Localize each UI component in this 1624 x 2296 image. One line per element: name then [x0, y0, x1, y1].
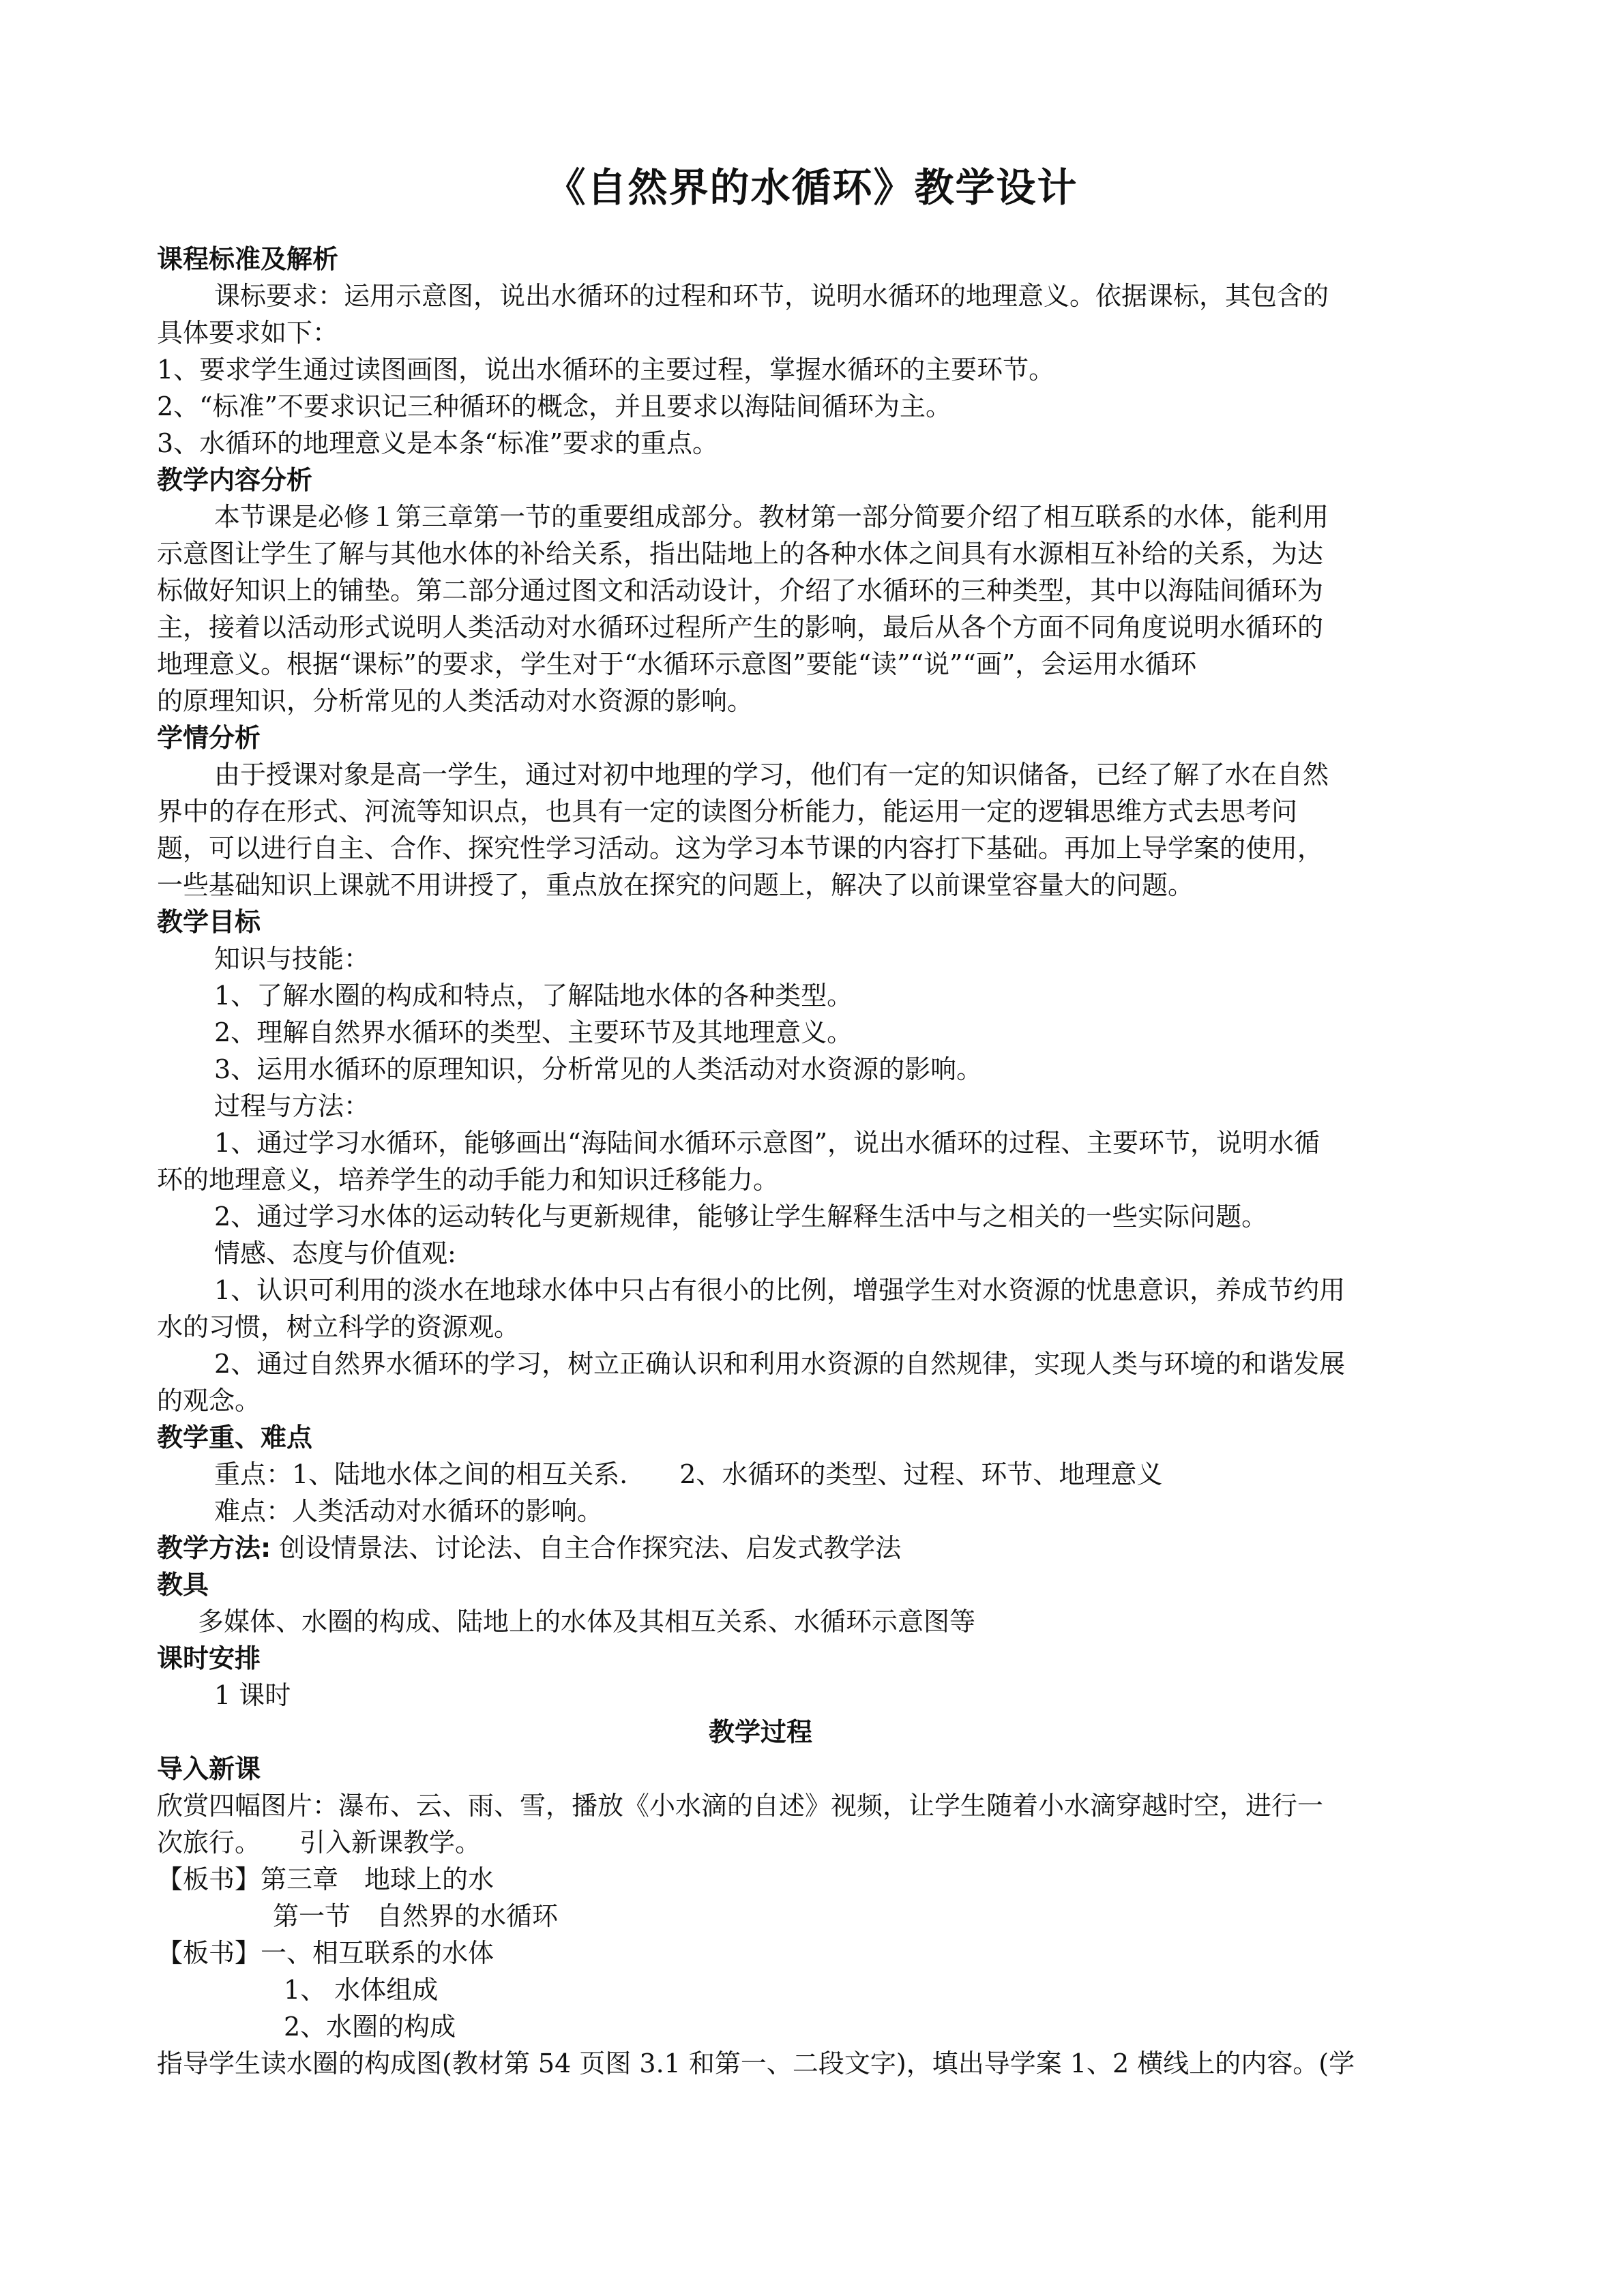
board-item: 2、水圈的构成 — [284, 2012, 456, 2042]
list-item: 1、认识可利用的淡水在地球水体中只占有很小的比例，增强学生对水资源的忧患意识，养成节约用 — [214, 1275, 1346, 1305]
list-item: 1、通过学习水循环，能够画出“海陆间水循环示意图”，说出水循环的过程、主要环节，说明水循 — [214, 1128, 1320, 1158]
list-item: 2、“标准”不要求识记三种循环的概念，并且要求以海陆间循环为主。 — [157, 391, 952, 421]
section-heading-objectives: 教学目标 — [157, 907, 261, 937]
section-heading-schedule: 课时安排 — [157, 1643, 261, 1673]
board-note: 【板书】第三章 地球上的水 — [157, 1864, 494, 1894]
section-heading-methods: 教学方法: — [157, 1533, 271, 1563]
board-note: 【板书】一、相互联系的水体 — [157, 1938, 494, 1968]
section-heading-process: 教学过程 — [708, 1717, 812, 1747]
document-title: 《自然界的水循环》教学设计 — [546, 164, 1078, 211]
paragraph-line: 欣赏四幅图片：瀑布、云、雨、雪，播放《小水滴的自述》视频，让学生随着小水滴穿越时空，进行一 — [157, 1791, 1324, 1821]
subheading-emotion: 情感、态度与价值观: — [214, 1238, 456, 1268]
paragraph-line: 具体要求如下： — [157, 318, 339, 348]
key-point-line: 重点：1、陆地水体之间的相互关系. 2、水循环的类型、过程、环节、地理意义 — [214, 1459, 1163, 1489]
methods-line — [157, 1530, 1466, 1566]
board-item: 1、 水体组成 — [284, 1975, 439, 2005]
paragraph-line: 的原理知识，分析常见的人类活动对水资源的影响。 — [157, 686, 754, 716]
paragraph-line: 由于授课对象是高一学生，通过对初中地理的学习，他们有一定的知识储备，已经了解了水在自然 — [214, 760, 1329, 790]
paragraph-line: 标做好知识上的铺垫。第二部分通过图文和活动设计，介绍了水循环的三种类型，其中以海陆间循环为 — [157, 576, 1324, 606]
list-item-continuation: 水的习惯，树立科学的资源观。 — [157, 1312, 520, 1342]
schedule-text: 1 课时 — [214, 1680, 291, 1710]
paragraph-line: 题，可以进行自主、合作、探究性学习活动。这为学习本节课的内容打下基础。再加上导学案的使用， — [157, 833, 1324, 863]
paragraph-line: 示意图让学生了解与其他水体的补给关系，指出陆地上的各种水体之间具有水源相互补给的关系，为达 — [157, 539, 1324, 569]
section-heading-key-points: 教学重、难点 — [157, 1422, 313, 1452]
section-heading-tools: 教具 — [157, 1570, 209, 1600]
paragraph-line: 主，接着以活动形式说明人类活动对水循环过程所产生的影响，最后从各个方面不同角度说明水循环的 — [157, 612, 1324, 642]
paragraph-line: 界中的存在形式、河流等知识点，也具有一定的读图分析能力，能运用一定的逻辑思维方式去思考问 — [157, 796, 1298, 826]
methods-text: 创设情景法、讨论法、自主合作探究法、启发式教学法 — [271, 1533, 902, 1563]
paragraph-line: 课标要求：运用示意图，说出水循环的过程和环节，说明水循环的地理意义。依据课标，其包含的 — [214, 281, 1329, 311]
paragraph-line: 指导学生读水圈的构成图(教材第 54 页图 3.1 和第一、二段文字)，填出导学案 1、2 横线上的内容。(学 — [157, 2048, 1355, 2078]
subheading-intro: 导入新课 — [157, 1754, 261, 1784]
paragraph-line: 地理意义。根据“课标”的要求，学生对于“水循环示意图”要能“读”“说”“画”，会运用水循环 — [157, 649, 1197, 679]
subheading-process: 过程与方法： — [214, 1091, 370, 1121]
list-item: 2、通过学习水体的运动转化与更新规律，能够让学生解释生活中与之相关的一些实际问题。 — [214, 1202, 1268, 1232]
list-item-continuation: 环的地理意义，培养学生的动手能力和知识迁移能力。 — [157, 1165, 780, 1195]
tools-text: 多媒体、水圈的构成、陆地上的水体及其相互关系、水循环示意图等 — [198, 1607, 976, 1637]
list-item-continuation: 的观念。 — [157, 1386, 261, 1416]
list-item: 1、了解水圈的构成和特点，了解陆地水体的各种类型。 — [214, 981, 853, 1011]
section-heading-curriculum: 课程标准及解析 — [157, 244, 339, 274]
list-item: 3、水循环的地理意义是本条“标准”要求的重点。 — [157, 428, 719, 458]
subheading-knowledge: 知识与技能： — [214, 944, 370, 974]
section-heading-content-analysis: 教学内容分析 — [157, 465, 313, 495]
document-body — [157, 241, 1466, 2082]
list-item: 2、理解自然界水循环的类型、主要环节及其地理意义。 — [214, 1017, 853, 1047]
list-item: 1、要求学生通过读图画图，说出水循环的主要过程，掌握水循环的主要环节。 — [157, 355, 1055, 385]
paragraph-line: 本节课是必修１第三章第一节的重要组成部分。教材第一部分简要介绍了相互联系的水体，能利用 — [214, 502, 1329, 532]
list-item: 3、运用水循环的原理知识，分析常见的人类活动对水资源的影响。 — [214, 1054, 983, 1084]
board-note-sub: 第一节 自然界的水循环 — [273, 1901, 559, 1931]
difficult-point-line: 难点：人类活动对水循环的影响。 — [214, 1496, 604, 1526]
section-heading-student-analysis: 学情分析 — [157, 723, 261, 753]
list-item: 2、通过自然界水循环的学习，树立正确认识和利用水资源的自然规律，实现人类与环境的和谐发展 — [214, 1349, 1346, 1379]
paragraph-line: 一些基础知识上课就不用讲授了，重点放在探究的问题上，解决了以前课堂容量大的问题。 — [157, 870, 1194, 900]
paragraph-line: 次旅行。 引入新课教学。 — [157, 1828, 482, 1858]
